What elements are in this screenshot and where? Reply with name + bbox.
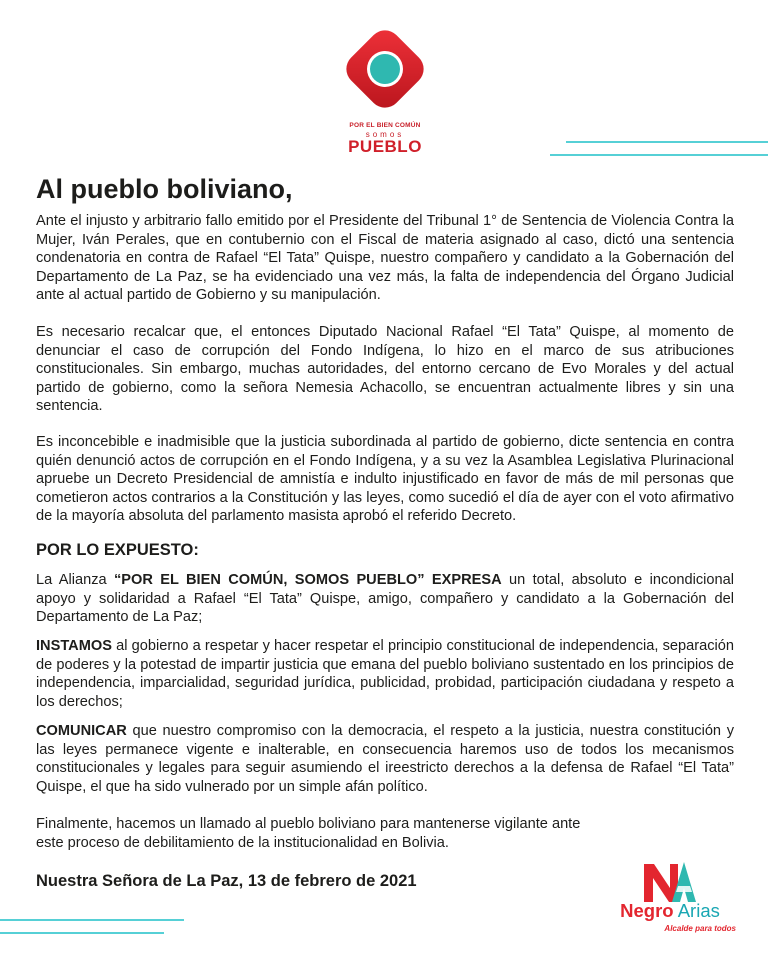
na-monogram-icon [642, 858, 698, 904]
party-logo [333, 17, 437, 157]
p5-bold: INSTAMOS [36, 638, 112, 654]
name-first: Negro [620, 900, 674, 921]
paragraph-closing [36, 815, 734, 852]
closing-line-1: Finalmente, hacemos un llamado al pueblo boliviano para mantenerse vigilante ante [36, 816, 581, 832]
date-line: Nuestra Señora de La Paz, 13 de febrero de 2021 [36, 872, 417, 890]
p5-rest: al gobierno a respetar y hacer respetar el principio constitucional de independencia, separación de poderes y la potestad de impartir justicia que emana del pueblo boliviano sustentado en los principios de independencia, imparcialidad, seguridad jurídica, publicidad, probidad, participación ciudadana y respeto a los derechos; [36, 638, 734, 710]
p6-rest: que nuestro compromiso con la democracia, el respeto a la justicia, nuestra constitución y las leyes permanece vigente e inalterable, en consecuencia haremos uso de todos los mecanismos constitucionales y legales para seguir asumiendo el ireestricto derechos a la defensa de Rafael “El Tata” Quispe, el que ha sido vulnerado por un simple afán político. [36, 723, 734, 795]
paragraph-1: Ante el injusto y arbitrario fallo emitido por el Presidente del Tribunal 1° de Sentencia de Violencia Contra la Mujer, Iván Perales, que en contubernio con el Fiscal de materia asignado al caso, dictó una sentencia condenatoria en contra de Rafael “El Tata” Quispe, nuestro compañero y candidato a la Gobernación del Departamento de La Paz, se ha evidenciado una vez más, la falta de independencia del Órgano Judicial ante al actual partido de Gobierno y su manipulación. [36, 213, 734, 304]
paragraph-2: Es necesario recalcar que, el entonces Diputado Nacional Rafael “El Tata” Quispe, al momento de denunciar el caso de corrupción del Fondo Indígena, lo hizo en el marco de sus atribuciones constitucionales. Sin embargo, muchas autoridades, del entorno cercano de Evo Morales y del actual partido de gobierno, como la señora Nemesia Achacollo, se encuentran actualmente libres y sin una sentencia. [36, 324, 734, 415]
p6-bold: COMUNICAR [36, 723, 127, 739]
candidate-name [600, 902, 740, 921]
candidate-logo [600, 858, 740, 940]
paragraph-comunicar [36, 722, 734, 796]
paragraph-alliance-support [36, 571, 734, 627]
paragraph-instamos [36, 637, 734, 711]
header-line-top [566, 141, 768, 143]
header-line-bottom [550, 154, 768, 156]
name-second: Arias [677, 900, 720, 921]
section-heading: POR LO EXPUESTO: [36, 541, 199, 559]
logo-pueblo: PUEBLO [348, 137, 422, 156]
p4-rest: un total, absoluto e incondicional apoyo y solidaridad a Rafael “El Tata” Quispe, amigo, compañero y candidato a la Gobernación del Departamento de La Paz; [36, 572, 734, 626]
closing-line-2: este proceso de debilitamiento de la institucionalidad en Bolivia. [36, 834, 449, 851]
footer-line-top [0, 919, 184, 921]
p4-bold: “POR EL BIEN COMÚN, SOMOS PUEBLO” EXPRESA [114, 572, 502, 588]
paragraph-3: Es inconcebible e inadmisible que la justicia subordinada al partido de gobierno, dicte sentencia en contra quién denunció actos de corrupción en el Fondo Indígena, y a su vez la Asamblea Legislativa Plurinacional apruebe un Decreto Presidencial de amnistía e indulto injustificado en favor de más de mil personas que cometieron actos contrarios a la Constitución y las leyes, como sucedió el día de ayer con el voto afirmativo de la mayoría absoluta del parlamento masista aprobó el referido Decreto. [36, 434, 734, 525]
logo-somos: somos [365, 130, 405, 139]
letter-salutation: Al pueblo boliviano, [36, 174, 293, 204]
p4-lead: La Alianza [36, 572, 114, 588]
logo-tagline: POR EL BIEN COMÚN [349, 122, 421, 129]
footer-line-bottom [0, 932, 164, 934]
candidate-tagline: Alcalde para todos [664, 924, 736, 933]
diamond-emblem-icon [337, 21, 433, 117]
